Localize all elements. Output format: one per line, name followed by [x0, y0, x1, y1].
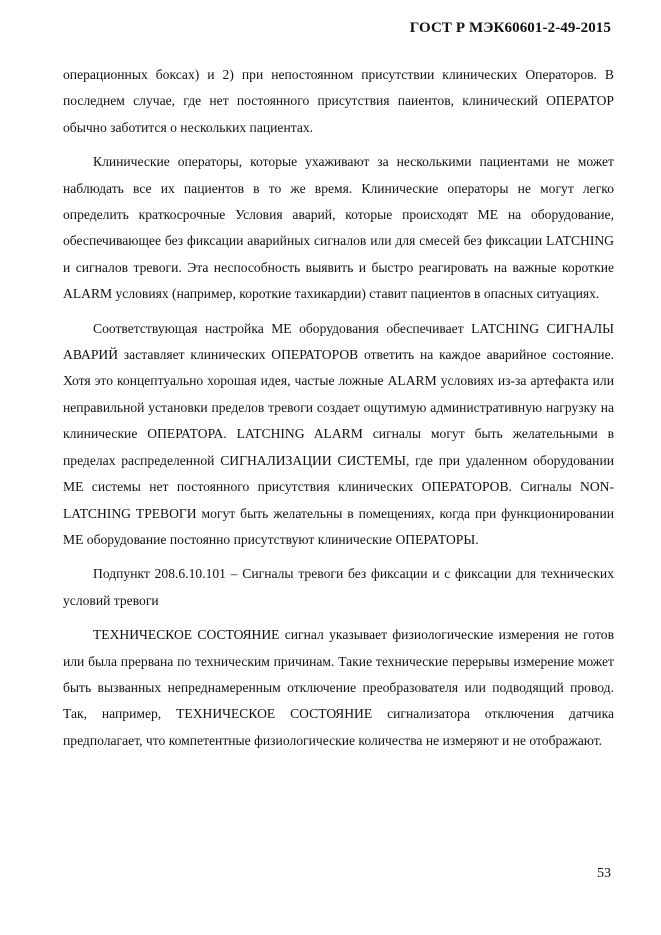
page-number: 53: [597, 866, 611, 881]
paragraph-technical-condition: ТЕХНИЧЕСКОЕ СОСТОЯНИЕ сигнал указывает физиологические измерения не готов или была прервана по техническим причинам. Такие технические перерывы измерение может быть вызванных непреднамеренным отключение преобразователя или подводящий провод. Так, например, ТЕХНИЧЕСКОЕ СОСТОЯНИЕ сигнализатора отключения датчика предполагает, что компетентные физиологические количества не измеряют и не отображают.: [63, 627, 614, 748]
document-header: [410, 20, 611, 37]
paragraph-clinical-operators: Клинические операторы, которые ухаживают за несколькими пациентами не может наблюдать все их пациентов в то же время. Клинические операторы не могут легко определить краткосрочные Условия аварий, которые происходят ME на оборудование, обеспечивающее без фиксации аварийных сигналов или для смесей без фиксации LATCHING и сигналов тревоги. Эта неспособность выявить и быстро реагировать на важные короткие ALARM условиях (например, короткие тахикардии) ставит пациентов в опасных ситуациях.: [63, 154, 614, 302]
subclause-heading: Подпункт 208.6.10.101 – Сигналы тревоги без фиксации и с фиксации для технических условий тревоги: [63, 566, 614, 608]
document-body: [63, 62, 614, 762]
paragraph-latching-alarms: Соответствующая настройка ME оборудования обеспечивает LATCHING СИГНАЛЫ АВАРИЙ заставляет клинических ОПЕРАТОРОВ ответить на каждое аварийное состояние. Хотя это концептуально хорошая идея, частые ложные ALARM условиях из-за артефакта или неправильной установки пределов тревоги создает ощутимую административную нагрузку на клинические ОПЕРАТОРА. LATCHING ALARM сигналы могут быть желательными в пределах распределенной СИГНАЛИЗАЦИИ СИСТЕМЫ, где при удаленном оборудовании ME системы нет постоянного присутствия клинических ОПЕРАТОРОВ. Сигналы NON-LATCHING ТРЕВОГИ могут быть желательны в помещениях, когда при функционировании ME оборудование постоянно присутствуют клинические ОПЕРАТОРЫ.: [63, 320, 614, 547]
standard-id: ГОСТ Р МЭК60601-2-49-2015: [409, 20, 611, 36]
paragraph-continuation: операционных боксах) и 2) при непостоянном присутствии клинических Операторов. В последнем случае, где нет постоянного присутствия паиентов, клинический ОПЕРАТОР обычно заботится о нескольких пациентах.: [63, 67, 614, 135]
